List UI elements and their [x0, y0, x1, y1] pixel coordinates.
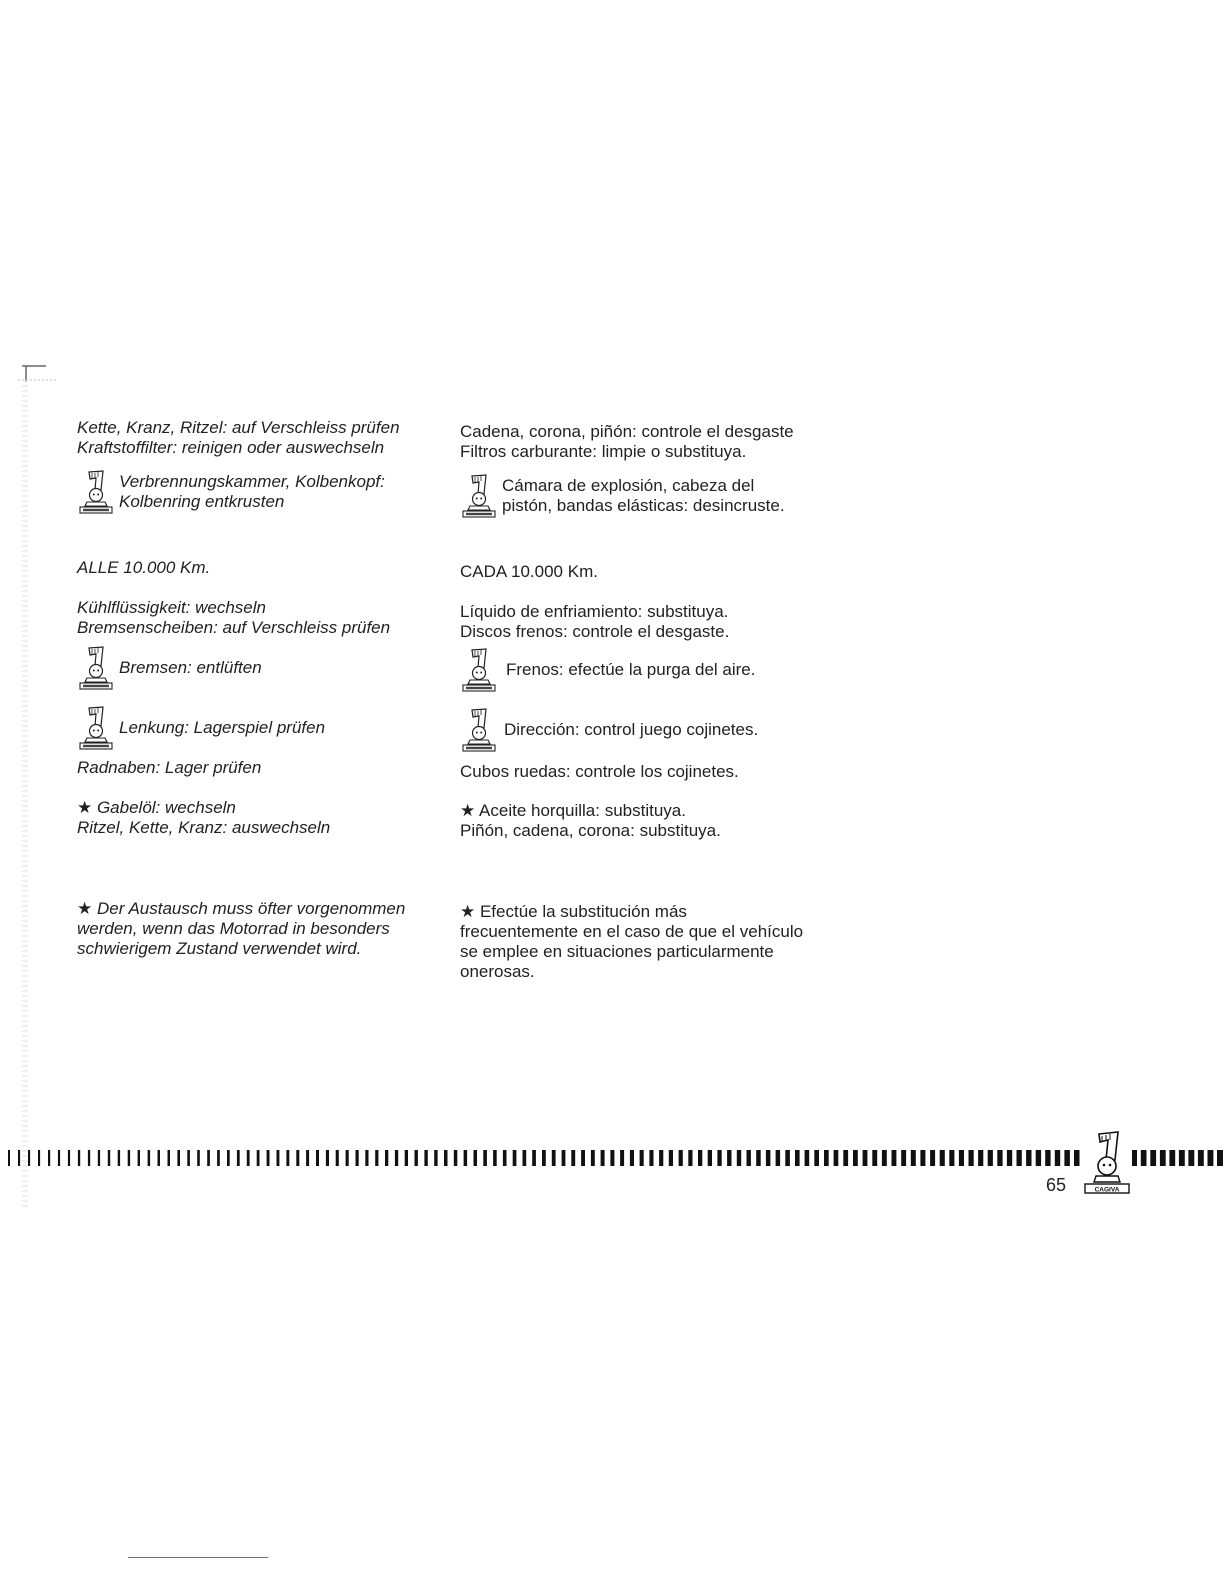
bottom-rule [128, 1557, 268, 1558]
mechanic-icon [460, 708, 500, 752]
de-wheel-hubs: Radnaben: Lager prüfen [77, 758, 262, 777]
de-interval-heading: ALLE 10.000 Km. [77, 558, 211, 577]
crop-mark [18, 362, 58, 382]
mechanic-icon [77, 706, 117, 750]
mechanic-icon [460, 474, 500, 518]
es-steering-item: Dirección: control juego cojinetes. [460, 708, 758, 752]
mechanic-icon [460, 648, 500, 692]
es-combustion-item: Cámara de explosión, cabeza del pistón, bandas elásticas: desincruste. [460, 474, 785, 518]
mechanic-icon [77, 470, 117, 514]
es-fork-oil-chain: ★ Aceite horquilla: substituya. Piñón, cadena, corona: substituya. [460, 801, 721, 840]
de-steering-item: Lenkung: Lagerspiel prüfen [77, 706, 325, 750]
decorative-bar-strip [0, 1146, 1224, 1170]
es-interval-heading: CADA 10.000 Km. [460, 562, 598, 581]
es-wheel-hubs: Cubos ruedas: controle los cojinetes. [460, 762, 739, 781]
svg-text:CAGIVA: CAGIVA [1094, 1186, 1120, 1194]
de-combustion-item: Verbrennungskammer, Kolbenkopf: Kolbenring entkrusten [77, 470, 385, 514]
de-footnote: ★ Der Austausch muss öfter vorgenommen werden, wenn das Motorrad in besonders schwierigem Zustand verwendet wird. [77, 899, 406, 958]
page-number: 65 [1046, 1175, 1067, 1195]
de-brake-bleed-item: Bremsen: entlüften [77, 646, 262, 690]
es-coolant-brakes: Líquido de enfriamiento: substituya. Discos frenos: controle el desgaste. [460, 602, 730, 641]
es-chain-fuel-filter: Cadena, corona, piñón: controle el desgaste Filtros carburante: limpie o substituya. [460, 422, 794, 461]
es-footnote: ★ Efectúe la substitución más frecuentemente en el caso de que el vehículo se emplee en situaciones particularmente onerosas. [460, 902, 804, 981]
binding-edge [22, 380, 28, 1210]
de-coolant-brakes: Kühlflüssigkeit: wechseln Bremsenscheiben: auf Verschleiss prüfen [77, 598, 391, 637]
de-fork-oil-chain: ★ Gabelöl: wechseln Ritzel, Kette, Kranz: auswechseln [77, 798, 331, 837]
mechanic-icon [77, 646, 117, 690]
cagiva-logo-icon [1082, 1130, 1132, 1196]
de-chain-fuel-filter: Kette, Kranz, Ritzel: auf Verschleiss prüfen Kraftstoffilter: reinigen oder auswechseln [77, 418, 400, 457]
es-brake-bleed-item: Frenos: efectúe la purga del aire. [460, 648, 755, 692]
